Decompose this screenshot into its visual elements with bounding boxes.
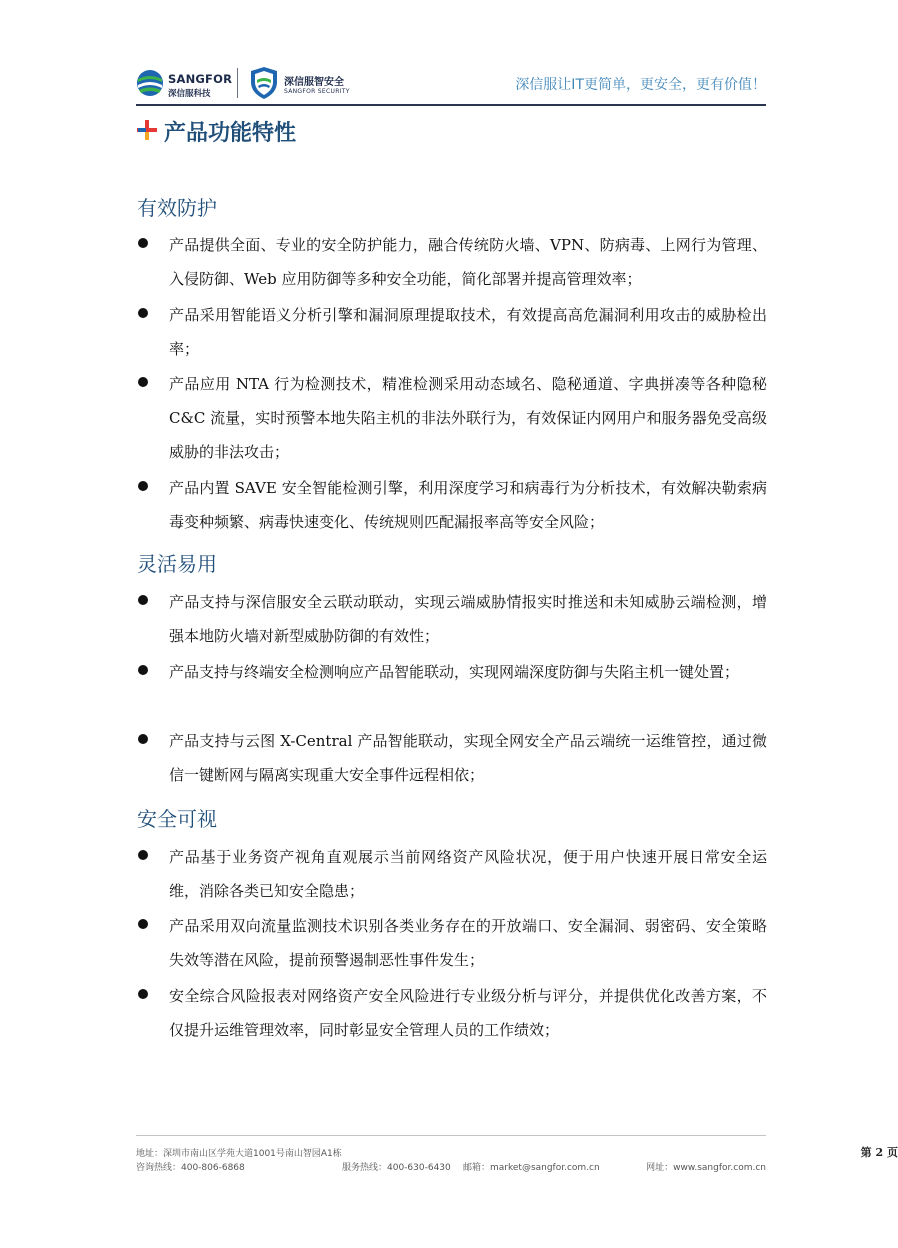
section-heading-flexible-usability: 灵活易用 bbox=[137, 552, 217, 576]
bullet-icon bbox=[138, 595, 148, 605]
footer-address: 地址：深圳市南山区学苑大道1001号南山智园A1栋 bbox=[136, 1149, 342, 1159]
list-item-text: 产品支持与深信服安全云联动联动，实现云端威胁情报实时推送和未知威胁云端检测，增强本地防火墙对新型威胁防御的有效性； bbox=[169, 593, 767, 645]
bullet-icon bbox=[138, 919, 148, 929]
bullet-icon bbox=[138, 734, 148, 744]
sangfor-security-logo bbox=[250, 66, 380, 102]
list-item-text: 产品支持与终端安全检测响应产品智能联动，实现网端深度防御与失陷主机一键处置； bbox=[169, 663, 740, 681]
website-link[interactable]: 网址：www.sangfor.com.cn bbox=[646, 1163, 766, 1173]
footer-contacts bbox=[136, 1160, 766, 1174]
list-item-text: 安全综合风险报表对网络资产安全风险进行专业级分析与评分，并提供优化改善方案，不仅提升运维管理效率，同时彰显安全管理人员的工作绩效； bbox=[169, 987, 767, 1039]
page-number: 第 2 页 bbox=[860, 1146, 898, 1159]
sangfor-logo bbox=[136, 66, 232, 102]
page-header bbox=[136, 62, 766, 104]
bullet-icon bbox=[138, 377, 148, 387]
service-hotline: 服务热线：400-630-6430 bbox=[342, 1163, 451, 1173]
bullet-icon bbox=[138, 238, 148, 248]
bullet-icon bbox=[138, 989, 148, 999]
list-item-text: 产品采用双向流量监测技术识别各类业务存在的开放端口、安全漏洞、弱密码、安全策略失效等潜在风险，提前预警遏制恶性事件发生； bbox=[169, 917, 767, 969]
bullet-icon bbox=[138, 308, 148, 318]
consult-hotline: 咨询热线：400-806-6868 bbox=[136, 1163, 245, 1173]
list-item-text: 产品提供全面、专业的安全防护能力，融合传统防火墙、VPN、防病毒、上网行为管理、入侵防御、Web 应用防御等多种安全功能，简化部署并提高管理效率； bbox=[169, 236, 767, 288]
security-brand-en-text: SANGFOR SECURITY bbox=[284, 88, 350, 95]
logo-divider bbox=[237, 68, 238, 98]
header-divider bbox=[136, 104, 766, 106]
list-item-text: 产品采用智能语义分析引擎和漏洞原理提取技术，有效提高高危漏洞利用攻击的威胁检出率； bbox=[169, 306, 767, 358]
shield-icon bbox=[250, 66, 278, 100]
bullet-icon bbox=[138, 850, 148, 860]
list-item-text: 产品内置 SAVE 安全智能检测引擎，利用深度学习和病毒行为分析技术，有效解决勒索病毒变种频繁、病毒快速变化、传统规则匹配漏报率高等安全风险； bbox=[169, 479, 767, 531]
list-item-text: 产品应用 NTA 行为检测技术，精准检测采用动态域名、隐秘通道、字典拼凑等各种隐秘 C&C 流量，实时预警本地失陷主机的非法外联行为，有效保证内网用户和服务器免受高级威胁的非法攻击； bbox=[169, 375, 767, 461]
section-heading-security-visibility: 安全可视 bbox=[137, 807, 217, 831]
sangfor-brand-text: SANGFOR bbox=[168, 72, 233, 86]
bullet-icon bbox=[138, 481, 148, 491]
page-title: 产品功能特性 bbox=[164, 121, 297, 146]
list-item-text: 产品基于业务资产视角直观展示当前网络资产风险状况，便于用户快速开展日常安全运维，消除各类已知安全隐患； bbox=[169, 848, 767, 900]
footer-divider bbox=[136, 1135, 766, 1136]
section-heading-effective-protection: 有效防护 bbox=[137, 196, 217, 220]
security-brand-cn-text: 深信服智安全 bbox=[284, 77, 344, 88]
sangfor-globe-icon bbox=[136, 68, 164, 98]
bullet-icon bbox=[138, 665, 148, 675]
sangfor-brand-cn-text: 深信服科技 bbox=[168, 89, 211, 99]
cross-bullet-icon bbox=[136, 119, 158, 141]
header-slogan: 深信服让IT更简单，更安全，更有价值！ bbox=[515, 77, 766, 93]
list-item-text: 产品支持与云图 X-Central 产品智能联动，实现全网安全产品云端统一运维管控，通过微信一键断网与隔离实现重大安全事件远程相依； bbox=[169, 732, 767, 784]
email-link[interactable]: 邮箱：market@sangfor.com.cn bbox=[463, 1163, 600, 1173]
